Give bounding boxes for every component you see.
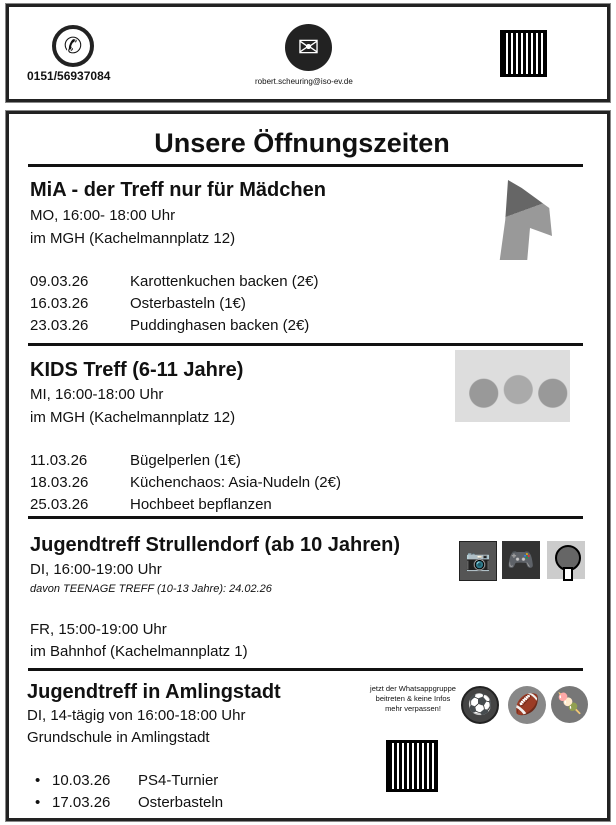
divider (28, 164, 583, 167)
mia-time: MO, 16:00- 18:00 Uhr (30, 207, 176, 224)
event-name: Karottenkuchen backen (2€) (130, 273, 319, 290)
event-date: 10.03.26 (52, 772, 111, 789)
event-name: Puddinghasen backen (2€) (130, 317, 310, 334)
event-date: 23.03.26 (30, 317, 89, 334)
amlingstadt-place: Grundschule in Amlingstadt (27, 729, 210, 746)
event-name: PS4-Turnier (138, 772, 219, 789)
kids-place: im MGH (Kachelmannplatz 12) (30, 409, 236, 426)
amlingstadt-heading: Jugendtreff in Amlingstadt (27, 681, 281, 703)
kids-time: MI, 16:00-18:00 Uhr (30, 386, 164, 403)
strullendorf-time-tuesday: DI, 16:00-19:00 Uhr (30, 561, 162, 578)
phone-number: 0151/56937084 (27, 69, 111, 83)
whatsapp-hint: jetzt der Whatsappgruppe beitreten & keine Infos mehr verpassen! (370, 684, 456, 713)
divider (28, 516, 583, 519)
email-address[interactable]: robert.scheuring@iso-ev.de (255, 77, 353, 86)
qr-code-icon[interactable] (500, 30, 547, 77)
divider (28, 343, 583, 346)
strullendorf-place: im Bahnhof (Kachelmannplatz 1) (30, 643, 248, 660)
event-name: Hochbeet bepflanzen (130, 496, 272, 513)
event-date: 11.03.26 (30, 452, 88, 469)
amlingstadt-time: DI, 14-tägig von 16:00-18:00 Uhr (27, 707, 246, 724)
event-date: 25.03.26 (30, 496, 89, 513)
event-name: Bügelperlen (1€) (130, 452, 241, 469)
mia-heading: MiA - der Treff nur für Mädchen (30, 179, 326, 201)
event-name: Küchenchaos: Asia-Nudeln (2€) (130, 474, 341, 491)
whatsapp-qr-code-icon[interactable] (386, 740, 438, 792)
event-date: 18.03.26 (30, 474, 89, 491)
email-icon: ✉ (285, 24, 332, 71)
ice-cream-icon: 🍡 (551, 686, 588, 723)
whatsapp-phone-icon: ✆ (52, 25, 94, 67)
kids-heading: KIDS Treff (6-11 Jahre) (30, 359, 244, 381)
soccer-ball-icon: ⚽ (461, 686, 499, 724)
gamepad-icon: 🎮 (502, 541, 540, 579)
bullet: • (35, 772, 41, 789)
event-date: 17.03.26 (52, 794, 111, 811)
teenage-treff-note: davon TEENAGE TREFF (10-13 Jahre): 24.02.26 (30, 583, 272, 595)
mia-place: im MGH (Kachelmannplatz 12) (30, 230, 236, 247)
camera-icon: 📷 (459, 541, 497, 581)
table-tennis-icon (547, 541, 585, 579)
event-name: Osterbasteln (138, 794, 224, 811)
strullendorf-time-friday: FR, 15:00-19:00 Uhr (30, 621, 167, 638)
page-title: Unsere Öffnungszeiten (154, 128, 450, 158)
event-date: 16.03.26 (30, 295, 89, 312)
bullet: • (35, 794, 41, 811)
football-icon: 🏈 (508, 686, 546, 724)
divider (28, 668, 583, 671)
kids-group-illustration (455, 350, 570, 422)
event-date: 09.03.26 (30, 273, 89, 290)
strullendorf-heading: Jugendtreff Strullendorf (ab 10 Jahren) (30, 534, 401, 556)
event-name: Osterbasteln (1€) (130, 295, 246, 312)
